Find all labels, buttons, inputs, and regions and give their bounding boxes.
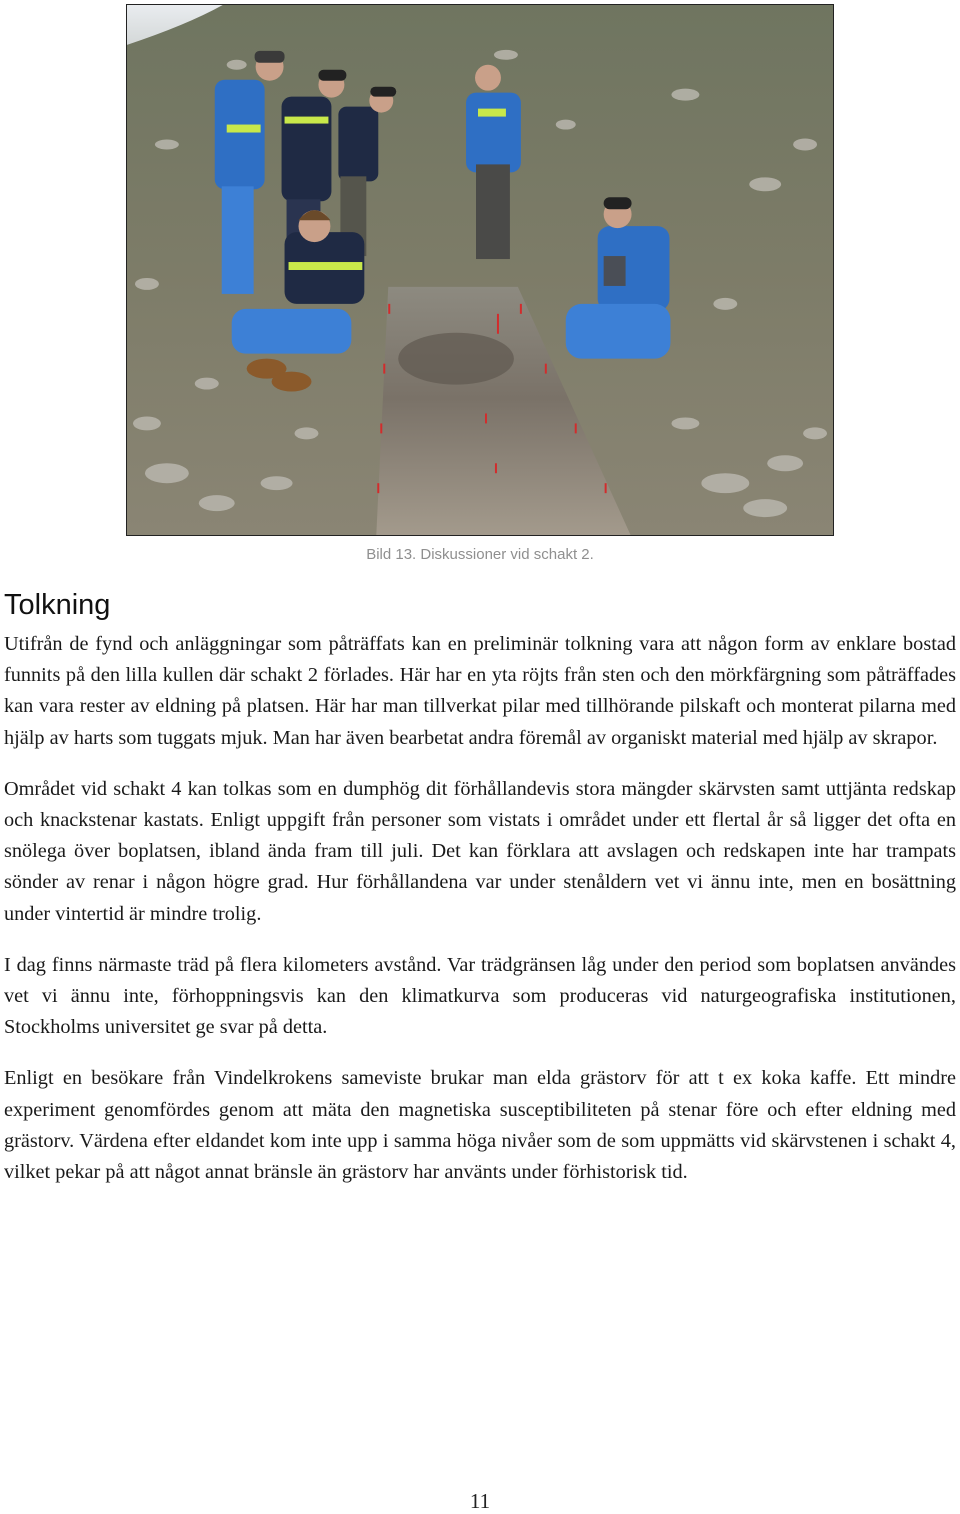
paragraph: Området vid schakt 4 kan tolkas som en dumphög dit förhållandevis stora mängder skärvsten samt uttjänta redskap och knackstenar kastats. Enligt uppgift från personer som vistats i området under ett flertal år så ligger det ofta en snölega över boplatsen, ibland ända fram till juli. Det kan förklara att avslagen och redskapen inte har trampats sönder av renar i någon högre grad. Hur förhållandena var under stenåldern vet vi ännu inte, men en bosättning under vintertid är mindre trolig. [4,777,956,925]
figure-caption: Bild 13. Diskussioner vid schakt 2. [366,546,594,563]
page-number: 11 [469,1489,491,1513]
section-body [4,629,956,1208]
paragraph: Enligt en besökare från Vindelkrokens sameviste brukar man elda grästorv för att t ex koka kaffe. Ett mindre experiment genomfördes genom att mäta den magnetiska susceptibiliteten på stenar före och efter eldning med grästorv. Värdena efter eldandet kom inte upp i samma höga nivåer som de som uppmätts vid skärvstenen i schakt 4, vilket pekar på att något annat bränsle än grästorv har använts under förhistorisk tid. [4,1067,956,1184]
paragraph: Utifrån de fynd och anläggningar som påträffats kan en preliminär tolkning vara att någon form av enklare bostad funnits på den lilla kullen där schakt 2 förlades. Här har en yta röjts från sten och den mörkfärgning som påträffades kan vara rester av eldning på platsen. Här har man tillverkat pilar med tillhörande pilskaft och monterat pilarna med hjälp av harts som tuggats mjuk. Man har även bearbetat andra föremål av organiskt material med hjälp av skrapor. [4,633,956,749]
section-heading: Tolkning [4,589,111,621]
paragraph: I dag finns närmaste träd på flera kilometers avstånd. Var trädgränsen låg under den period som boplatsen användes vet vi ännu inte, förhoppningsvis kan den klimatkurva som produceras vid naturgeografiska institutionen, Stockholms universitet ge svar på detta. [4,953,956,1039]
excavation-photo-illustration [127,5,833,535]
excavation-photo [126,4,834,536]
